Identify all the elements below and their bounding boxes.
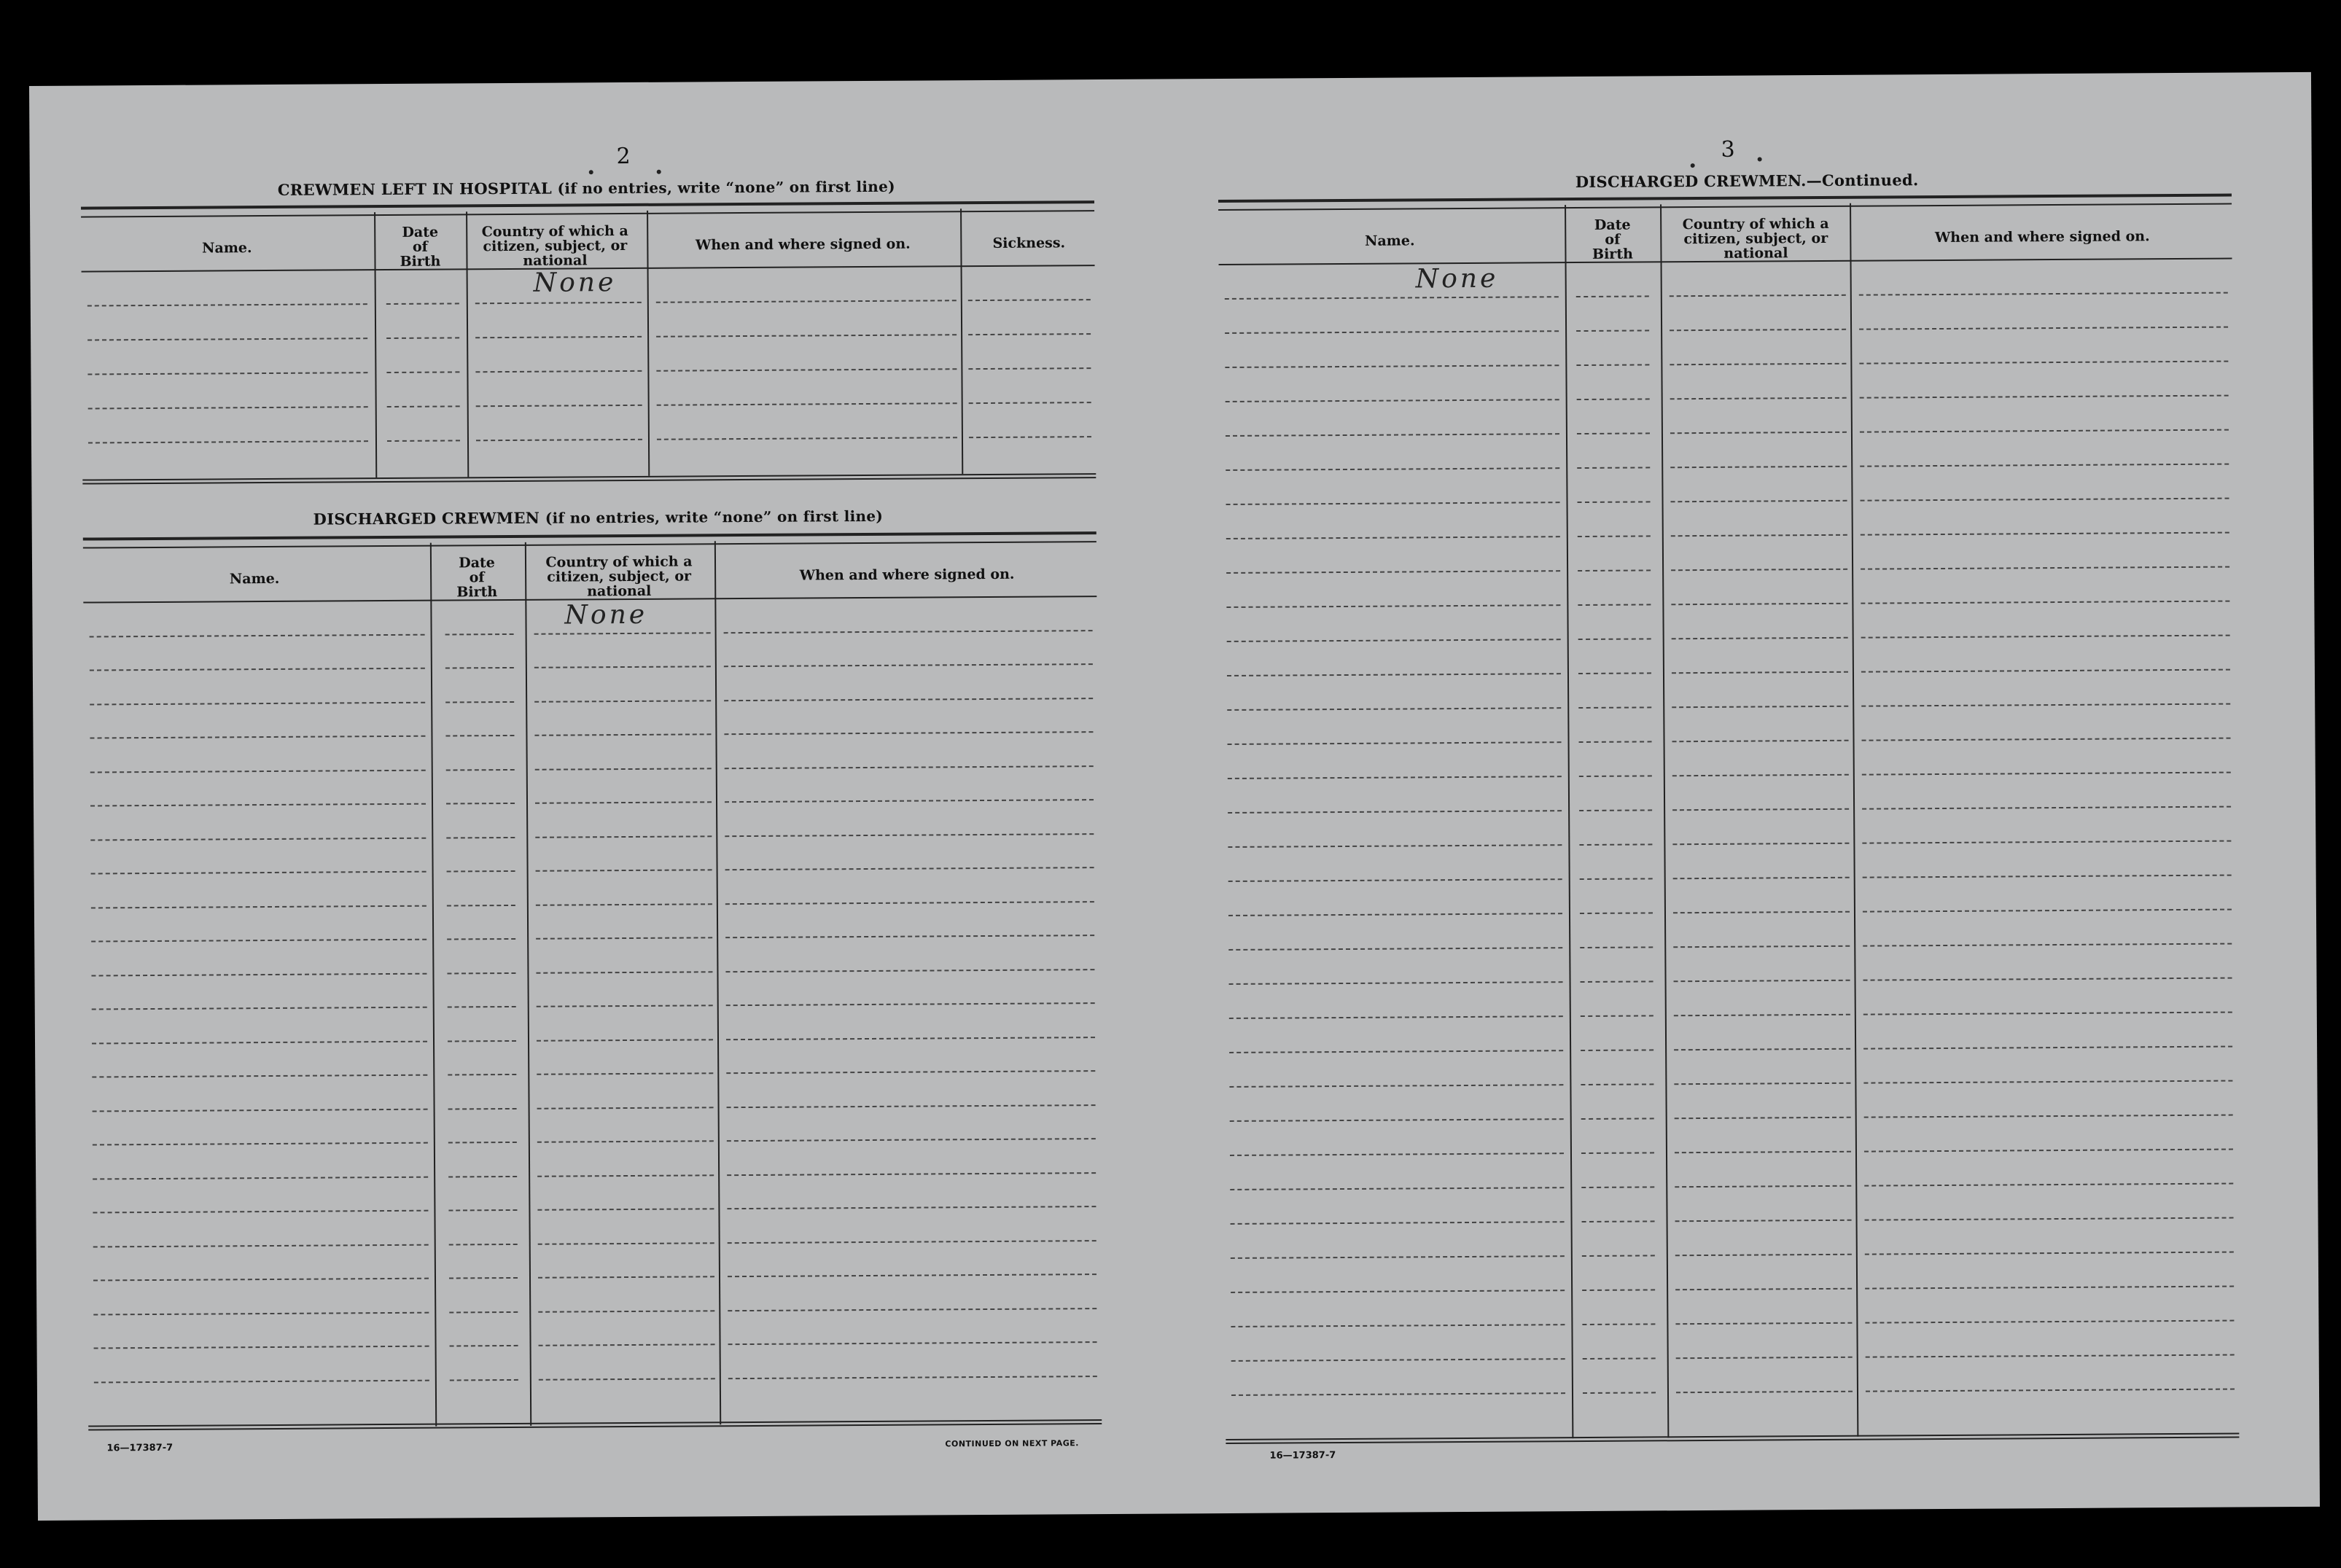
table-top-rule (81, 200, 1094, 217)
row-rule (969, 436, 1091, 438)
row-rule (1672, 637, 1848, 639)
row-rule (93, 1142, 428, 1146)
form-number: 16—17387-7 (106, 1442, 174, 1454)
row-rule (1859, 292, 2228, 296)
row-rule (725, 765, 1094, 769)
row-rule (386, 303, 459, 305)
table-bottom-rule (88, 1419, 1102, 1430)
row-rule (1866, 1354, 2235, 1358)
row-rule (1671, 500, 1847, 502)
row-rule (1228, 878, 1562, 882)
row-rule (1861, 498, 2229, 502)
row-rule (1576, 295, 1649, 297)
row-rule (87, 303, 367, 306)
row-rule (1674, 1048, 1850, 1050)
row-rule (1228, 741, 1562, 745)
row-rule (1579, 809, 1652, 811)
row-rule (727, 1104, 1096, 1108)
row-rule (449, 1277, 518, 1279)
row-rule (445, 735, 514, 737)
column-header-country: Country of which a citizen, subject, or national (481, 222, 628, 269)
row-rule (1225, 296, 1559, 300)
row-rule (728, 1308, 1097, 1311)
row-rule (475, 336, 642, 338)
row-rule (1229, 1084, 1563, 1088)
row-rule (1226, 502, 1560, 505)
row-rule (1226, 536, 1560, 539)
row-rule (656, 368, 957, 372)
row-rule (1583, 1357, 1656, 1360)
row-rule (1230, 1118, 1564, 1122)
row-rule (536, 903, 712, 905)
row-rule (728, 1240, 1097, 1244)
row-rule (728, 1376, 1097, 1379)
row-rule (1862, 738, 2231, 741)
row-rule (1676, 1357, 1853, 1359)
row-rule (1579, 843, 1652, 846)
row-rule (1675, 1117, 1851, 1119)
row-rule (1231, 1358, 1565, 1362)
row-rule (1674, 1014, 1850, 1016)
row-rule (476, 405, 642, 407)
row-rule (537, 1208, 714, 1210)
column-header-signed-on: When and where signed on. (695, 235, 911, 254)
row-rule (1581, 1186, 1654, 1188)
column-divider (430, 543, 437, 1427)
row-rule (1581, 1083, 1653, 1085)
punch-dot (589, 170, 593, 174)
row-rule (446, 836, 515, 838)
row-rule (1579, 741, 1652, 743)
table-top-rule (1218, 194, 2232, 211)
row-rule (1581, 1049, 1653, 1051)
page-number: 3 (1721, 136, 1735, 163)
row-rule (1229, 1015, 1563, 1019)
discharged-section-note: (if no entries, write “none” on first line) (545, 507, 884, 527)
row-rule (448, 1142, 517, 1144)
column-divider (714, 541, 721, 1424)
row-rule (447, 938, 515, 940)
row-rule (535, 768, 712, 770)
row-rule (1580, 912, 1653, 914)
row-rule (725, 833, 1094, 837)
row-rule (1674, 980, 1850, 982)
row-rule (1229, 981, 1563, 985)
column-header-country: Country of which a citizen, subject, or national (545, 553, 693, 600)
row-rule (1225, 364, 1559, 368)
row-rule (450, 1378, 518, 1381)
row-rule (1228, 947, 1562, 951)
row-rule (91, 939, 426, 943)
handwritten-none: None (533, 268, 617, 298)
row-rule (537, 1039, 713, 1041)
row-rule (1577, 467, 1650, 469)
row-rule (88, 406, 368, 409)
column-divider (1660, 204, 1669, 1438)
row-rule (449, 1243, 518, 1245)
row-rule (475, 302, 642, 304)
row-rule (1582, 1255, 1655, 1257)
row-rule (447, 972, 515, 974)
row-rule (1576, 329, 1649, 332)
row-rule (1671, 534, 1847, 537)
column-header-date-of-birth: Date of Birth (1592, 217, 1633, 262)
row-rule (726, 1002, 1095, 1006)
row-rule (1672, 740, 1849, 742)
row-rule (1577, 398, 1650, 400)
discharged-table (83, 531, 1102, 1430)
row-rule (1861, 703, 2230, 707)
row-rule (90, 803, 426, 807)
row-rule (1863, 875, 2232, 878)
row-rule (1671, 569, 1847, 571)
row-rule (1863, 943, 2232, 947)
row-rule (87, 338, 367, 340)
row-rule (91, 905, 426, 908)
continued-note: CONTINUED ON NEXT PAGE. (945, 1438, 1079, 1449)
row-rule (92, 1040, 427, 1044)
row-rule (727, 1172, 1096, 1176)
row-rule (1674, 1083, 1850, 1085)
row-rule (725, 901, 1094, 905)
discharged-section-title: DISCHARGED CREWMEN (if no entries, write “none” on first line) (313, 507, 884, 528)
row-rule (1860, 395, 2229, 399)
row-rule (448, 1209, 517, 1212)
row-rule (968, 299, 1091, 301)
right-page (1218, 72, 2275, 1462)
row-rule (1225, 330, 1559, 334)
row-rule (1578, 535, 1651, 537)
row-rule (656, 334, 957, 338)
row-rule (1578, 706, 1651, 709)
row-rule (1672, 706, 1848, 708)
row-rule (445, 667, 514, 669)
row-rule (449, 1311, 518, 1313)
row-rule (1580, 878, 1653, 880)
row-rule (1676, 1391, 1853, 1393)
row-rule (537, 1140, 714, 1142)
row-rule (1226, 399, 1559, 402)
row-rule (968, 367, 1091, 370)
row-rule (726, 1070, 1095, 1074)
row-rule (1863, 909, 2232, 913)
row-rule (1861, 532, 2229, 536)
row-rule (1226, 467, 1559, 471)
discharged-continued-title: DISCHARGED CREWMEN.—Continued. (1575, 171, 1919, 192)
row-rule (90, 668, 425, 671)
row-rule (1227, 639, 1561, 642)
row-rule (1865, 1217, 2234, 1221)
row-rule (725, 935, 1094, 938)
row-rule (448, 1006, 516, 1008)
row-rule (1230, 1152, 1564, 1156)
row-rule (728, 1341, 1097, 1345)
row-rule (538, 1276, 714, 1278)
row-rule (1583, 1392, 1656, 1394)
row-rule (1228, 810, 1562, 814)
punch-dot (1758, 157, 1762, 161)
row-rule (726, 1037, 1095, 1040)
row-rule (1672, 808, 1849, 811)
row-rule (1576, 364, 1649, 366)
row-rule (1577, 432, 1650, 434)
row-rule (539, 1343, 715, 1346)
row-rule (1230, 1187, 1564, 1190)
table-bottom-rule (1226, 1433, 2239, 1444)
row-rule (1670, 363, 1846, 365)
table-top-rule (83, 531, 1097, 548)
row-rule (1675, 1254, 1852, 1256)
row-rule (1861, 566, 2229, 570)
row-rule (448, 1074, 516, 1076)
row-rule (969, 402, 1091, 404)
row-rule (534, 666, 711, 668)
row-rule (1670, 432, 1847, 434)
row-rule (534, 700, 711, 702)
row-rule (727, 1206, 1096, 1209)
row-rule (446, 803, 515, 805)
row-rule (475, 370, 642, 373)
row-rule (93, 1108, 428, 1112)
row-rule (93, 1176, 428, 1179)
row-rule (1670, 295, 1846, 297)
row-rule (88, 440, 368, 443)
column-header-sickness: Sickness. (992, 235, 1066, 251)
row-rule (1231, 1255, 1565, 1259)
row-rule (1228, 776, 1562, 779)
row-rule (1863, 1012, 2232, 1015)
row-rule (93, 1278, 429, 1282)
left-page (80, 79, 1137, 1454)
row-rule (90, 837, 426, 840)
row-rule (537, 1174, 714, 1177)
table-bottom-rule (82, 473, 1096, 484)
row-rule (1582, 1323, 1655, 1325)
row-rule (1861, 635, 2230, 639)
row-rule (1861, 669, 2230, 673)
row-rule (1863, 1080, 2232, 1084)
row-rule (1675, 1288, 1852, 1290)
row-rule (1673, 945, 1850, 948)
row-rule (725, 799, 1094, 803)
column-header-signed-on: When and where signed on. (799, 566, 1015, 584)
row-rule (1863, 978, 2232, 981)
column-header-signed-on: When and where signed on. (1934, 228, 2150, 246)
row-rule (1672, 671, 1848, 674)
handwritten-none: None (1415, 263, 1499, 295)
row-rule (93, 1210, 428, 1214)
row-rule (1578, 672, 1651, 674)
row-rule (538, 1242, 714, 1244)
row-rule (536, 971, 712, 973)
row-rule (93, 1244, 429, 1247)
row-rule (448, 1040, 516, 1042)
row-rule (1671, 603, 1847, 605)
row-rule (448, 1107, 517, 1109)
row-rule (539, 1378, 715, 1380)
row-rule (387, 405, 460, 407)
row-rule (1581, 1152, 1654, 1154)
row-rule (535, 801, 712, 803)
row-rule (94, 1346, 429, 1349)
row-rule (534, 733, 711, 736)
row-rule (87, 372, 367, 375)
row-rule (1231, 1221, 1565, 1225)
row-rule (1228, 913, 1562, 916)
row-rule (537, 1107, 714, 1109)
row-rule (1672, 774, 1849, 776)
punch-dot (1691, 163, 1695, 168)
row-rule (1227, 707, 1561, 711)
column-header-country: Country of which a citizen, subject, or national (1682, 215, 1829, 262)
row-rule (1860, 429, 2229, 433)
row-rule (1580, 946, 1653, 948)
row-rule (94, 1379, 429, 1383)
row-rule (476, 439, 642, 441)
row-rule (728, 1273, 1097, 1277)
row-rule (90, 701, 425, 705)
row-rule (1670, 466, 1847, 468)
hospital-section-note: (if no entries, write “none” on first line) (557, 177, 895, 198)
row-rule (445, 633, 514, 635)
row-rule (1673, 911, 1850, 913)
row-rule (1675, 1322, 1852, 1325)
row-rule (1859, 327, 2228, 330)
row-rule (657, 437, 957, 440)
row-rule (448, 1175, 517, 1177)
row-rule (725, 969, 1094, 972)
row-rule (386, 371, 459, 373)
column-header-date-of-birth: Date of Birth (400, 224, 441, 270)
row-rule (656, 300, 957, 303)
row-rule (91, 972, 426, 976)
row-rule (93, 1311, 429, 1315)
row-rule (1579, 775, 1652, 777)
hospital-table (81, 200, 1096, 483)
row-rule (1578, 638, 1651, 640)
row-rule (538, 1310, 714, 1312)
row-rule (92, 1074, 427, 1078)
row-rule (1675, 1185, 1851, 1187)
row-rule (1582, 1220, 1655, 1222)
page-number: 2 (616, 143, 631, 170)
row-rule (1231, 1290, 1565, 1293)
row-rule (1226, 433, 1559, 437)
row-rule (724, 630, 1093, 633)
row-rule (450, 1345, 518, 1347)
row-rule (92, 1007, 427, 1010)
row-rule (1864, 1149, 2233, 1152)
row-rule (657, 402, 957, 406)
column-header-name: Name. (1365, 233, 1415, 249)
row-rule (724, 698, 1093, 701)
row-rule (724, 663, 1093, 667)
handwritten-none: None (564, 599, 648, 631)
row-rule (1862, 806, 2231, 810)
row-rule (1675, 1151, 1851, 1153)
row-rule (537, 1005, 713, 1007)
row-rule (1226, 570, 1560, 574)
row-rule (537, 1072, 713, 1074)
row-rule (1864, 1183, 2233, 1187)
row-rule (90, 736, 425, 739)
row-rule (1866, 1389, 2235, 1392)
row-rule (1578, 501, 1651, 503)
hospital-section-title: CREWMEN LEFT IN HOSPITAL (if no entries, write “none” on first line) (277, 177, 895, 199)
row-rule (1581, 1118, 1654, 1120)
row-rule (724, 731, 1093, 735)
row-rule (1864, 1115, 2233, 1118)
row-rule (727, 1138, 1096, 1142)
column-header-date-of-birth: Date of Birth (456, 555, 498, 601)
discharged-continued-table (1218, 194, 2239, 1443)
row-rule (1860, 464, 2229, 467)
row-rule (1231, 1392, 1565, 1396)
row-rule (1865, 1320, 2234, 1324)
row-rule (446, 768, 515, 771)
column-divider (1850, 203, 1858, 1437)
row-rule (387, 440, 460, 442)
row-rule (1862, 840, 2231, 844)
row-rule (536, 869, 712, 871)
row-rule (1672, 843, 1849, 845)
form-number: 16—17387-7 (1269, 1450, 1336, 1462)
row-rule (1865, 1286, 2234, 1290)
row-rule (1228, 844, 1562, 848)
row-rule (725, 867, 1094, 870)
row-rule (1859, 361, 2228, 364)
row-rule (1863, 1046, 2232, 1050)
row-rule (534, 632, 711, 634)
row-rule (386, 337, 459, 339)
row-rule (535, 835, 712, 838)
row-rule (1227, 673, 1561, 676)
row-rule (1581, 1015, 1653, 1017)
column-divider (1565, 205, 1573, 1438)
row-rule (1231, 1324, 1565, 1327)
row-rule (1226, 604, 1560, 608)
row-rule (1229, 1050, 1563, 1053)
row-rule (968, 333, 1091, 335)
row-rule (1675, 1220, 1852, 1222)
row-rule (1578, 604, 1651, 606)
row-rule (1865, 1252, 2234, 1255)
row-rule (447, 870, 515, 873)
row-rule (1670, 329, 1846, 331)
row-rule (90, 633, 425, 637)
row-rule (445, 701, 514, 703)
row-rule (1578, 569, 1651, 572)
row-rule (90, 769, 426, 773)
row-rule (1861, 601, 2229, 604)
column-header-name: Name. (229, 570, 280, 588)
column-header-name: Name. (202, 240, 252, 257)
row-rule (447, 904, 515, 906)
row-rule (536, 937, 712, 939)
row-rule (1581, 980, 1653, 983)
document-sheet (29, 72, 2320, 1521)
punch-dot (657, 170, 661, 174)
row-rule (1862, 772, 2231, 776)
row-rule (91, 871, 426, 875)
column-divider (525, 542, 531, 1426)
row-rule (1582, 1289, 1655, 1291)
row-rule (1673, 877, 1850, 879)
row-rule (1670, 397, 1847, 399)
